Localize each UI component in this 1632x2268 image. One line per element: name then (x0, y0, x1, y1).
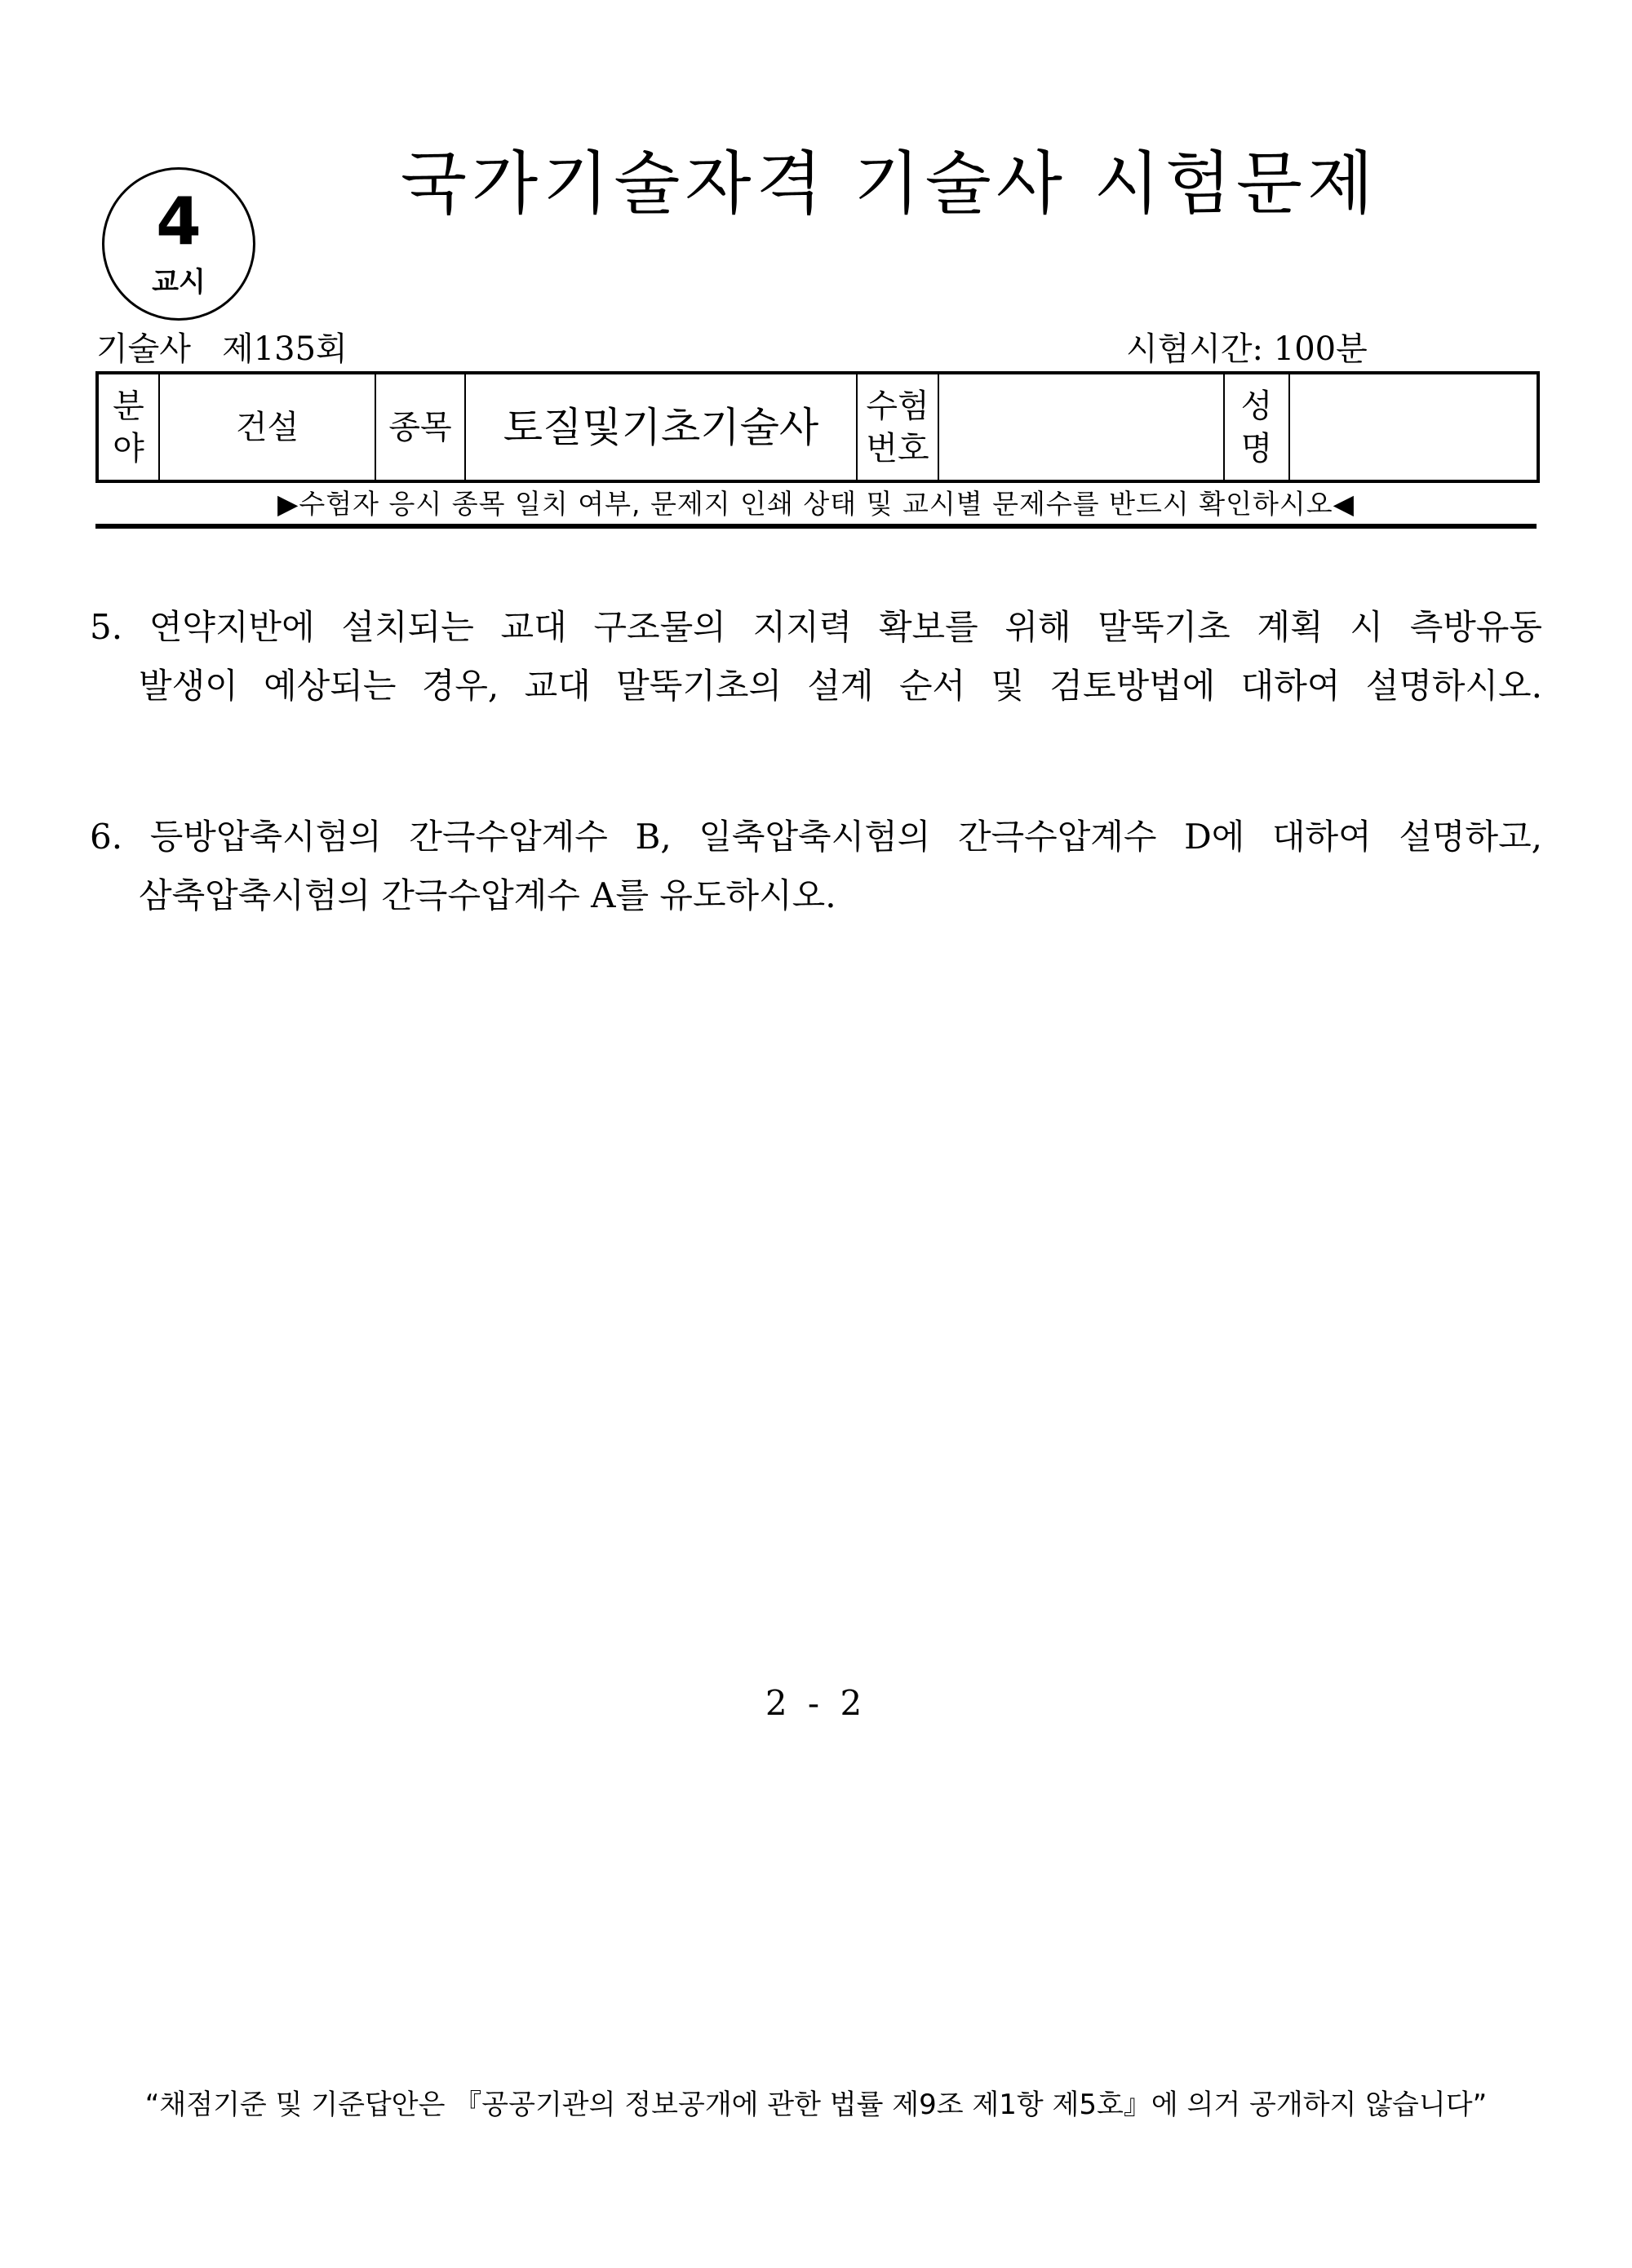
session-number: 4 (156, 184, 202, 259)
question-6-line-1: 6. 등방압축시험의 간극수압계수 B, 일축압축시험의 간극수압계수 D에 대하여 설명하고, (90, 817, 1542, 857)
field-label (97, 373, 159, 481)
header-divider (95, 524, 1537, 529)
exam-number-label-top: 수험 (866, 387, 929, 425)
field-value: 건설 (159, 373, 375, 481)
name-label (1224, 373, 1289, 481)
item-label: 종목 (375, 373, 465, 481)
exam-number-field[interactable] (938, 373, 1224, 481)
question-6-line-2: 삼축압축시험의 간극수압계수 A를 유도하시오. (139, 875, 836, 915)
footer-disclaimer: “채점기준 및 기준답안은 『공공기관의 정보공개에 관한 법률 제9조 제1항 제5호』에 의거 공개하지 않습니다” (144, 2089, 1488, 2121)
question-6 (90, 808, 1542, 925)
notice-text: ▶수험자 응시 종목 일치 여부, 문제지 인쇄 상태 및 교시별 문제수를 반드시 확인하시오◀ (277, 488, 1355, 520)
exam-round: 기술사 제135회 (96, 330, 348, 368)
exam-number-label (857, 373, 938, 481)
field-label-bottom: 야 (113, 429, 144, 467)
name-label-top: 성 (1240, 387, 1273, 425)
question-5 (90, 598, 1542, 715)
name-field[interactable] (1289, 373, 1538, 481)
question-5-line-2: 발생이 예상되는 경우, 교대 말뚝기초의 설계 순서 및 검토방법에 대하여 설명하시오. (139, 666, 1542, 706)
question-5-line-1: 5. 연약지반에 설치되는 교대 구조물의 지지력 확보를 위해 말뚝기초 계획 시 측방유동 (90, 607, 1542, 647)
page-title: 국가기술자격 기술사 시험문제 (400, 144, 1379, 224)
session-badge (102, 167, 255, 321)
exam-number-label-bottom: 번호 (866, 429, 929, 467)
exam-duration: 시험시간: 100분 (1126, 330, 1368, 368)
item-value: 토질및기초기술사 (465, 373, 857, 481)
field-label-top: 분 (113, 387, 144, 425)
name-label-bottom: 명 (1240, 429, 1273, 467)
page-number: 2 - 2 (765, 1683, 867, 1723)
session-label: 교시 (152, 266, 206, 299)
exam-info-table (95, 371, 1540, 483)
